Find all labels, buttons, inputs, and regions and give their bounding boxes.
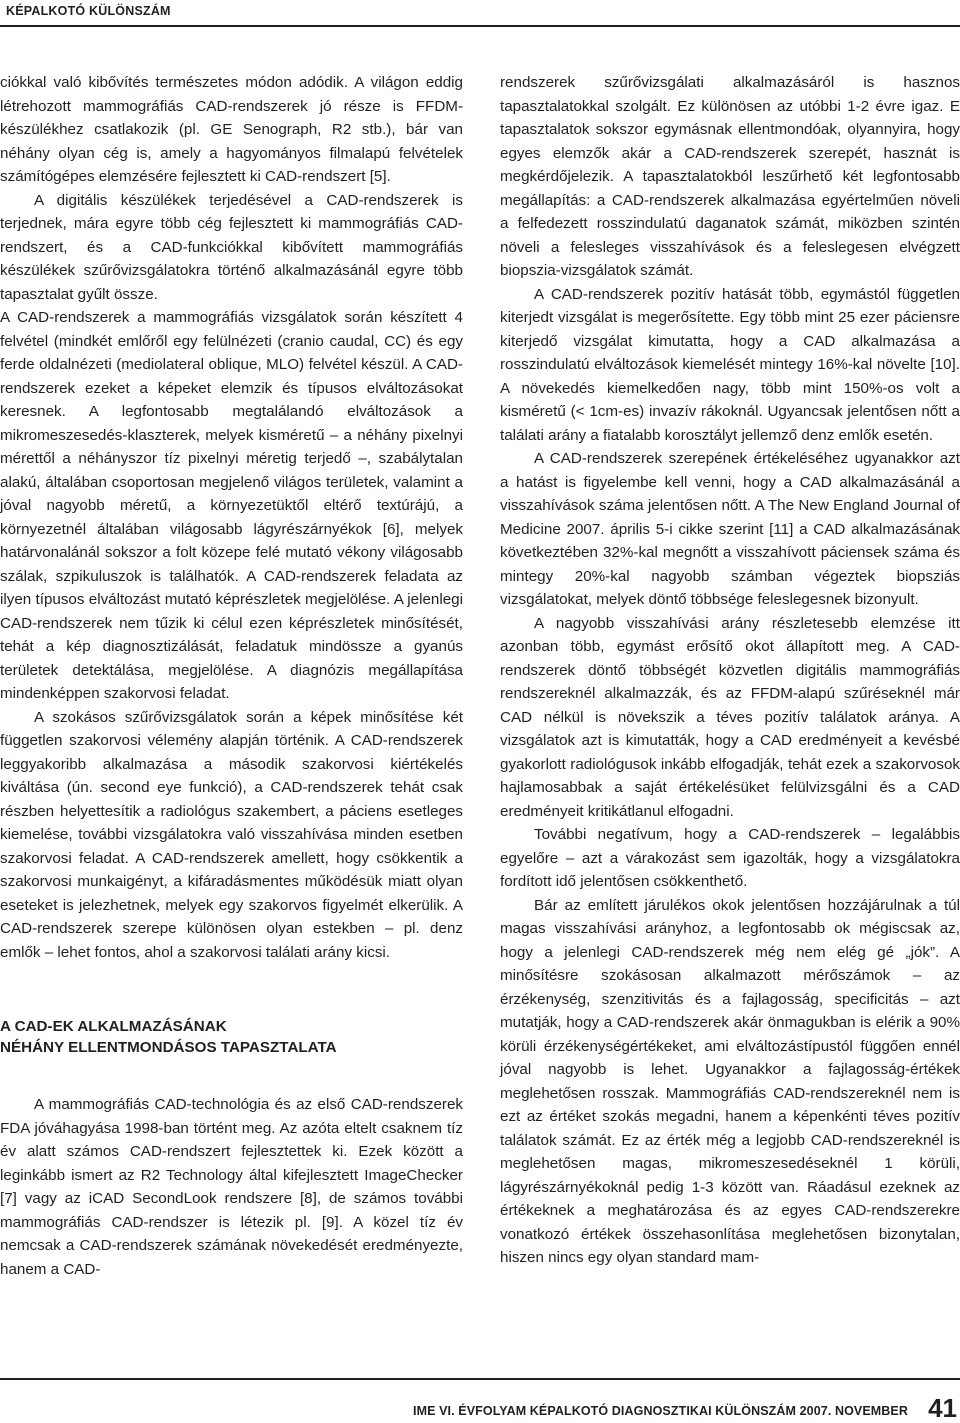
left-column	[0, 71, 463, 1281]
header-divider	[0, 25, 960, 27]
section-heading-line-2: NÉHÁNY ELLENTMONDÁSOS TAPASZTALATA	[0, 1039, 337, 1056]
right-paragraph-1: rendszerek szűrővizsgálati alkalmazásáról is hasznos tapasztalatokkal szolgált. Ez különösen az utóbbi 1-2 évre igaz. E tapasztalatok sokszor egymásnak ellentmondóak, olyannyira, hogy egyes elemzők akár a CAD-rendszerek szerepét, hasznát is megkérdőjelezik. A tapasztalatokból leszűrhető két legfontosabb megállapítás: a CAD-rendszerek alkalmazása egyértelműen növeli a felfedezett rosszindulatú daganatok számát, miközben szintén növeli a felesleges visszahívások és a feleslegesen elvégzett biopszia-vizsgálatok számát.	[500, 74, 960, 279]
section-heading-line-1: A CAD-EK ALKALMAZÁSÁNAK	[0, 1018, 227, 1035]
left-paragraph-3: A CAD-rendszerek a mammográfiás vizsgálatok során készített 4 felvétel (mindkét emlőről egy felülnézeti (cranio caudal, CC) és egy ferde oldalnézeti (mediolateral oblique, MLO) felvétel készül. A CAD-rendszerek ezeket a képeket elemzik és típusos elváltozásokat keresnek. A legfontosabb megtalálandó elváltozások a mikromeszesedés-klaszterek, melyek kisméretű – a néhány pixelnyi mérettől a néhányszor tíz pixelnyi méretig terjedő –, szabálytalan alakú, általában csoportosan megjelenő világos területek, valamint a jóval nagyobb méretű, a környezetüktől eltérő textúrájú, a környezetnél általában világosabb lágyrészárnyékok [6], melyek határvonalánál sokszor a folt közepe felé mutató vékony világosabb szálak, szpikuluszok is találhatók. A CAD-rendszerek feladata az ilyen típusos elváltozást mutató képrészletek megjelölése. A jelenlegi CAD-rendszerek nem tűzik ki célul ezen képrészletek minősítését, tehát a kép diagnosztizálását, feladatuk mindössze a gyanús területek detektálása, megjelölése. A diagnózis megállapítása mindenképpen szakorvosi feladat.	[0, 309, 463, 702]
page-header	[0, 0, 960, 26]
footer-divider	[0, 1378, 960, 1380]
right-paragraph-2: A CAD-rendszerek pozitív hatását több, egymástól független kiterjedt vizsgálat is megerősítette. Egy több mint 25 ezer páciensre kiterjedő vizsgálat kimutatta, hogy a CAD alkalmazása a rosszindulatú elváltozások kiemelését mintegy 16%-kal növelte [10]. A növekedés kiemelkedően nagy, több mint 150%-os volt a kisméretű (< 1cm-es) invazív rákoknál. Ugyancsak jelentősen nőtt a találati arány a fiatalabb korosztályt jellemző denz emlők esetén.	[500, 285, 960, 444]
journal-info: IME VI. ÉVFOLYAM KÉPALKOTÓ DIAGNOSZTIKAI KÜLÖNSZÁM 2007. NOVEMBER	[413, 1404, 908, 1418]
page-number: 41	[928, 1393, 957, 1423]
right-column	[500, 71, 960, 1270]
right-paragraph-5: További negatívum, hogy a CAD-rendszerek – legalábbis egyelőre – azt a várakozást sem igazolták, hogy a vizsgálatokra fordított idő jelentősen csökkenthető.	[500, 826, 960, 890]
right-paragraph-3: A CAD-rendszerek szerepének értékeléséhez ugyanakkor azt a hatást is figyelembe kell venni, hogy a CAD alkalmazásánál a visszahívások száma jelentősen nőtt. A The New England Journal of Medicine 2007. április 5-i cikke szerint [11] a CAD alkalmazásának következtében 32%-kal megnőtt a visszahívott páciensek száma és mintegy 20%-kal nagyobb számban végeztek biopsziás vizsgálatokat, melyek döntő többsége feleslegesnek bizonyult.	[500, 450, 960, 608]
page-footer	[0, 1378, 960, 1423]
left-paragraph-2: A digitális készülékek terjedésével a CAD-rendszerek is terjednek, mára egyre több cég fejlesztett ki mammográfiás CAD-rendszert, és a CAD-funkciókkal kibővített mammográfiás készülékek szűrővizsgálatokra történő alkalmazásánál egyre több tapasztalat gyűlt össze.	[0, 191, 463, 303]
right-paragraph-4: A nagyobb visszahívási arány részletesebb elemzése itt azonban több, egymást erősítő okot állapított meg. A CAD-rendszerek döntő többségét közvetlen digitális mammográfiás rendszereknél alkalmazzák, és az FFDM-alapú szűréseknél már CAD nélkül is növekszik a téves pozitív találatok aránya. A vizsgálatok azt is kimutatták, hogy a CAD eredményeit a kevésbé gyakorlott radiológusok inkább elfogadják, tehát ezek a szakorvosok hajlamosabbak a saját értékelésüket felülvizsgálni és a CAD eredményeit kritikátlanul elfogadni.	[500, 614, 960, 820]
section-heading	[0, 1016, 463, 1058]
left-paragraph-4: A szokásos szűrővizsgálatok során a képek minősítése két független szakorvosi vélemény alapján történik. A CAD-rendszerek leggyakoribb alkalmazása a második szakorvosi kiértékelés kiváltása (ún. second eye funkció), a CAD-rendszerek tehát csak részben helyettesítik a radiológus szakembert, a páciens esetleges kiemelése, további vizsgálatokra való visszahívása minden esetben szakorvosi feladat. A CAD-rendszerek amellett, hogy csökkentik a szakorvosi munkaigényt, a kifáradásmentes működésük miatt olyan eseteket is jelezhetnek, melyek egy szakorvos figyelmét elkerülik. A CAD-rendszerek szerepe különösen olyan estekben – pl. denz emlők – lehet fontos, ahol a szakorvosi találati arány kicsi.	[0, 708, 463, 961]
section-label: KÉPALKOTÓ KÜLÖNSZÁM	[6, 4, 171, 18]
left-paragraph-5: A mammográfiás CAD-technológia és az első CAD-rendszerek FDA jóváhagyása 1998-ban történt meg. Az azóta eltelt csaknem tíz év alatt számos CAD-rendszert fejlesztettek ki. Ezek között a leginkább ismert az R2 Technology által kifejlesztett ImageChecker [7] vagy az iCAD SecondLook rendszere [8], de számos további mammográfiás CAD-rendszer is létezik pl. [9]. A közel tíz év nemcsak a CAD-rendszerek számának növekedését eredményezte, hanem a CAD-	[0, 1096, 463, 1278]
left-paragraph-1: ciókkal való kibővítés természetes módon adódik. A világon eddig létrehozott mammográfiás CAD-rendszerek jó része is FFDM-készülékhez csatlakozik (pl. GE Senograph, R2 stb.), bár van néhány olyan cég is, amely a hagyományos filmalapú felvételek számítógépes elemzésére fejlesztett ki CAD-rendszert [5].	[0, 74, 463, 185]
right-paragraph-6: Bár az említett járulékos okok jelentősen hozzájárulnak a túl magas visszahívási arányhoz, a legfontosabb ok mégiscsak az, hogy a jelenlegi CAD-rendszerek még nem elég gé „jók”. A minősítésre szokásosan alkalmazott mérőszámok – az érzékenység, szenzitivitás és a fajlagosság, specificitás – azt mutatják, hogy a CAD-rendszerek akár önmagukban is elérik a 90% körüli érzékenységértékeket, ami elváltozástípustól függően ennél jóval nagyobb is lehet. Ugyanakkor a fajlagosság-értékek meglehetősen rosszak. Mammográfiás CAD-rendszereknél nem is ezt az értéket szokás megadni, hanem a képenkénti téves pozitív találatok számát. Ez az érték még a legjobb CAD-rendszereknél is meglehetősen magas, mikromeszesedéseknél 1 körüli, lágyrészárnyékoknál pedig 1-3 között van. Ráadásul ezeknek az értékeknek a meghatározása és az egyes CAD-rendszerekre vonatkozó értékek összehasonlítása meglehetősen bizonytalan, hiszen nincs egy olyan standard mam-	[500, 896, 960, 1266]
